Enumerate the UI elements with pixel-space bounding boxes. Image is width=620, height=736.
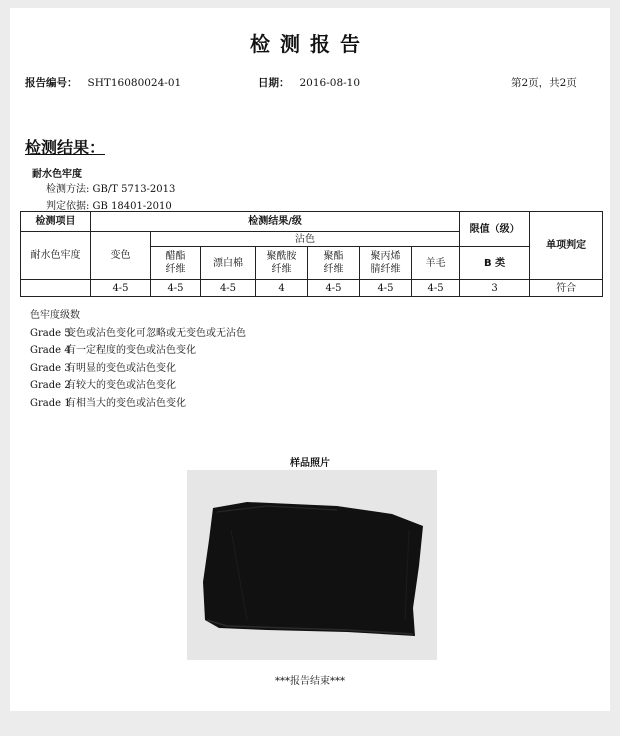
test-name: 耐水色牢度 [32, 169, 82, 180]
report-title: 检测报告 [250, 32, 370, 56]
grade-label: Grade 2 [30, 380, 71, 391]
fiber-acrylic: 聚丙烯 腈纤维 [360, 247, 412, 280]
fiber-polyamide: 聚酰胺 纤维 [256, 247, 308, 280]
grade-item [30, 394, 246, 412]
value-color-change: 4-5 [91, 280, 151, 297]
sample-photo [187, 470, 437, 660]
grade-item [30, 376, 246, 394]
results-heading: 检测结果： [25, 138, 106, 157]
test-method: 检测方法: GB/T 5713-2013 [46, 184, 176, 195]
value-cotton: 4-5 [201, 280, 256, 297]
grade-legend [30, 306, 246, 411]
grade-heading: 色牢度级数 [30, 310, 80, 321]
value-judgement: 符合 [530, 280, 603, 297]
value-polyester: 4-5 [308, 280, 360, 297]
fiber-acetate: 醋酯 纤维 [151, 247, 201, 280]
report-date-label: 日期： [258, 77, 290, 89]
header-limit: 限值（级） [460, 212, 530, 247]
value-wool: 4-5 [412, 280, 460, 297]
header-result: 检测结果/级 [91, 212, 460, 232]
report-number [25, 75, 181, 90]
header-judgement: 单项判定 [530, 212, 603, 280]
value-polyamide: 4 [256, 280, 308, 297]
value-limit: 3 [460, 280, 530, 297]
grade-desc: 变色或沾色变化可忽略或无变色或无沾色 [66, 327, 246, 339]
value-acrylic: 4-5 [360, 280, 412, 297]
staining-label: 沾色 [151, 232, 460, 247]
grade-item [30, 359, 246, 377]
value-acetate: 4-5 [151, 280, 201, 297]
fiber-cotton: 漂白棉 [201, 247, 256, 280]
value-blank-cell [21, 280, 91, 297]
fiber-wool: 羊毛 [412, 247, 460, 280]
report-date-value: 2016-08-10 [299, 77, 361, 89]
color-change-label: 变色 [91, 232, 151, 280]
limit-class: B 类 [460, 247, 530, 280]
grade-desc: 有较大的变色或沾色变化 [66, 380, 176, 391]
grade-label: Grade 4 [30, 345, 71, 356]
report-number-label: 报告编号： [25, 77, 78, 89]
photo-title: 样品照片 [290, 458, 330, 469]
grade-desc: 有明显的变色或沾色变化 [66, 362, 176, 374]
grade-item [30, 341, 246, 359]
page-indicator: 第2页，共2页 [511, 77, 577, 89]
report-date [258, 75, 360, 90]
grade-label: Grade 5 [30, 327, 71, 339]
report-page [10, 8, 610, 711]
grade-item [30, 324, 246, 342]
header-test-item: 检测项目 [21, 212, 91, 232]
fiber-polyester: 聚酯 纤维 [308, 247, 360, 280]
judgement-basis: 判定依据: GB 18401-2010 [46, 201, 172, 212]
fabric-sample-image [187, 470, 437, 660]
grade-desc: 有一定程度的变色或沾色变化 [66, 345, 196, 356]
results-table [20, 211, 603, 297]
row-test-item: 耐水色牢度 [21, 232, 91, 280]
report-end: ***报告结束*** [275, 676, 345, 687]
report-number-value: SHT16080024-01 [87, 77, 182, 89]
grade-label: Grade 3 [30, 362, 71, 374]
grade-label: Grade 1 [30, 397, 71, 409]
grade-desc: 有相当大的变色或沾色变化 [66, 397, 186, 409]
